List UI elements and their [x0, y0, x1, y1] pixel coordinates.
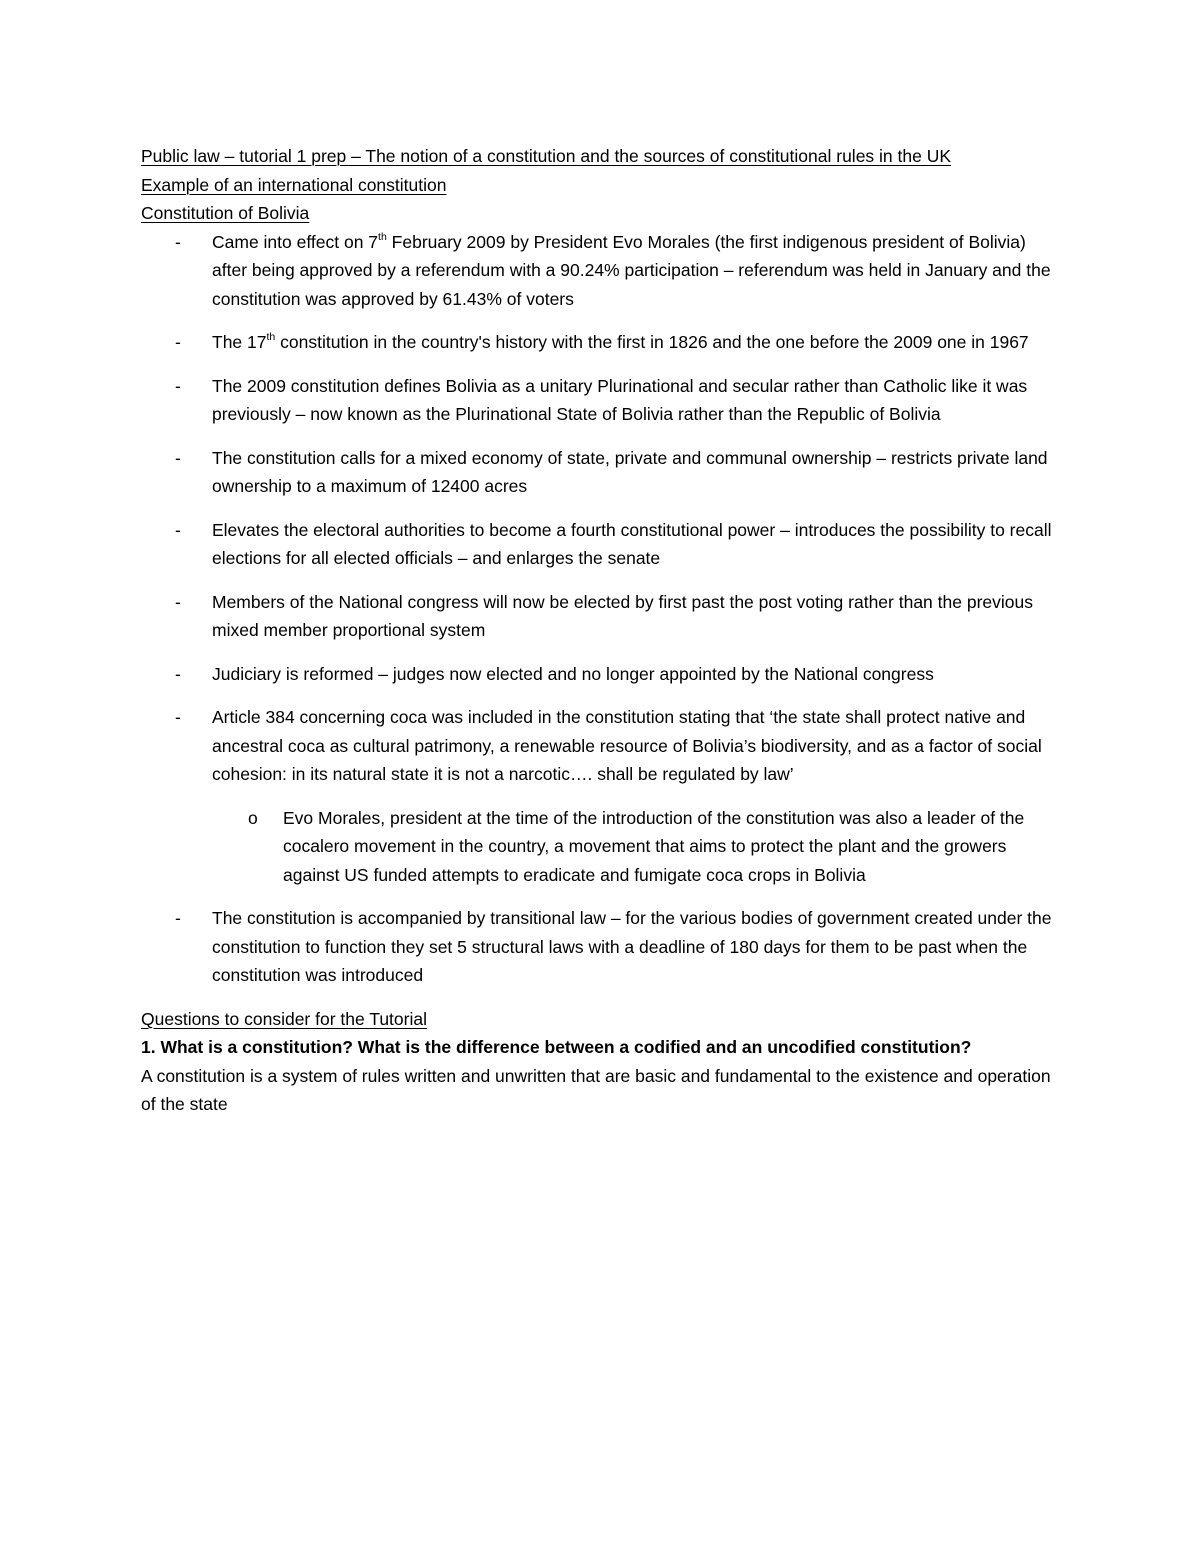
bullet-text: The 2009 constitution defines Bolivia as a unitary Plurinational and secular rather than Catholic like it was previously – now known as the Plurinational State of Bolivia rather than the Republic of Bolivia [212, 375, 1028, 424]
list-item [141, 703, 1060, 889]
dash-bullet: - [175, 375, 181, 396]
sub-list-item [212, 804, 1060, 890]
bullet-text: The constitution calls for a mixed economy of state, private and communal ownership – restricts private land ownership to a maximum of 12400 acres [212, 447, 1048, 496]
answer-1: A constitution is a system of rules written and unwritten that are basic and fundamental to the existence and operation of the state [141, 1065, 1051, 1114]
list-item [141, 660, 1060, 689]
question-1: 1. What is a constitution? What is the difference between a codified and an uncodified constitution? [141, 1037, 972, 1057]
bullet-text: Judiciary is reformed – judges now elected and no longer appointed by the National congress [212, 663, 934, 684]
dash-bullet: - [175, 591, 181, 612]
dash-bullet: - [175, 519, 181, 540]
list-item [141, 904, 1060, 990]
bullet-text: The 17 [212, 332, 267, 352]
dash-bullet: - [175, 663, 181, 684]
bullet-text: Members of the National congress will now be elected by first past the post voting rather than the previous mixed member proportional system [212, 591, 1033, 640]
bullet-text: February 2009 by President Evo Morales (the first indigenous president of Bolivia) after being approved by a referendum with a 90.24% participation – referendum was held in January and the constitution was approved by 61.43% of voters [212, 231, 1051, 309]
section-heading: Example of an international constitution [141, 174, 447, 195]
bullet-text: The constitution is accompanied by transitional law – for the various bodies of government created under the constitution to function they set 5 structural laws with a deadline of 180 days for them to be past when the constitution was introduced [212, 908, 1052, 985]
bullet-text: Came into effect on 7 [212, 231, 379, 252]
questions-heading: Questions to consider for the Tutorial [141, 1008, 427, 1029]
bullet-text: constitution in the country's history with the first in 1826 and the one before the 2009 one in 1967 [275, 332, 1029, 352]
sub-bullet-text: Evo Morales, president at the time of the introduction of the constitution was also a leader of the cocalero movement in the country, a movement that aims to protect the plant and the growers against US funded attempts to eradicate and fumigate coca crops in Bolivia [283, 807, 1025, 885]
dash-bullet: - [175, 707, 181, 727]
bullet-text: Elevates the electoral authorities to become a fourth constitutional power – introduces the possibility to recall elections for all elected officials – and enlarges the senate [212, 519, 1052, 568]
circle-bullet: o [248, 807, 258, 828]
ordinal-suffix: th [378, 230, 387, 243]
bolivia-bullet-list [141, 228, 1060, 990]
list-item [141, 328, 1060, 357]
list-item [141, 444, 1060, 501]
list-item [141, 588, 1060, 645]
subheading-bolivia: Constitution of Bolivia [141, 203, 310, 223]
ordinal-suffix: th [266, 331, 276, 344]
bullet-text: Article 384 concerning coca was included in the constitution stating that ‘the state shall protect native and ancestral coca as cultural patrimony, a renewable resource of Bolivia’s biodiversity, and as a factor of social cohesion: in its natural state it is not a narcotic…. shall be regulated by law’ [212, 707, 1042, 784]
document-title: Public law – tutorial 1 prep – The notion of a constitution and the sources of constitutional rules in the UK [141, 146, 952, 166]
list-item [141, 372, 1060, 429]
list-item [141, 516, 1060, 573]
dash-bullet: - [175, 447, 181, 468]
dash-bullet: - [175, 332, 181, 352]
dash-bullet: - [175, 908, 181, 928]
sub-bullet-list [212, 804, 1060, 890]
dash-bullet: - [175, 231, 181, 252]
list-item [141, 228, 1060, 314]
